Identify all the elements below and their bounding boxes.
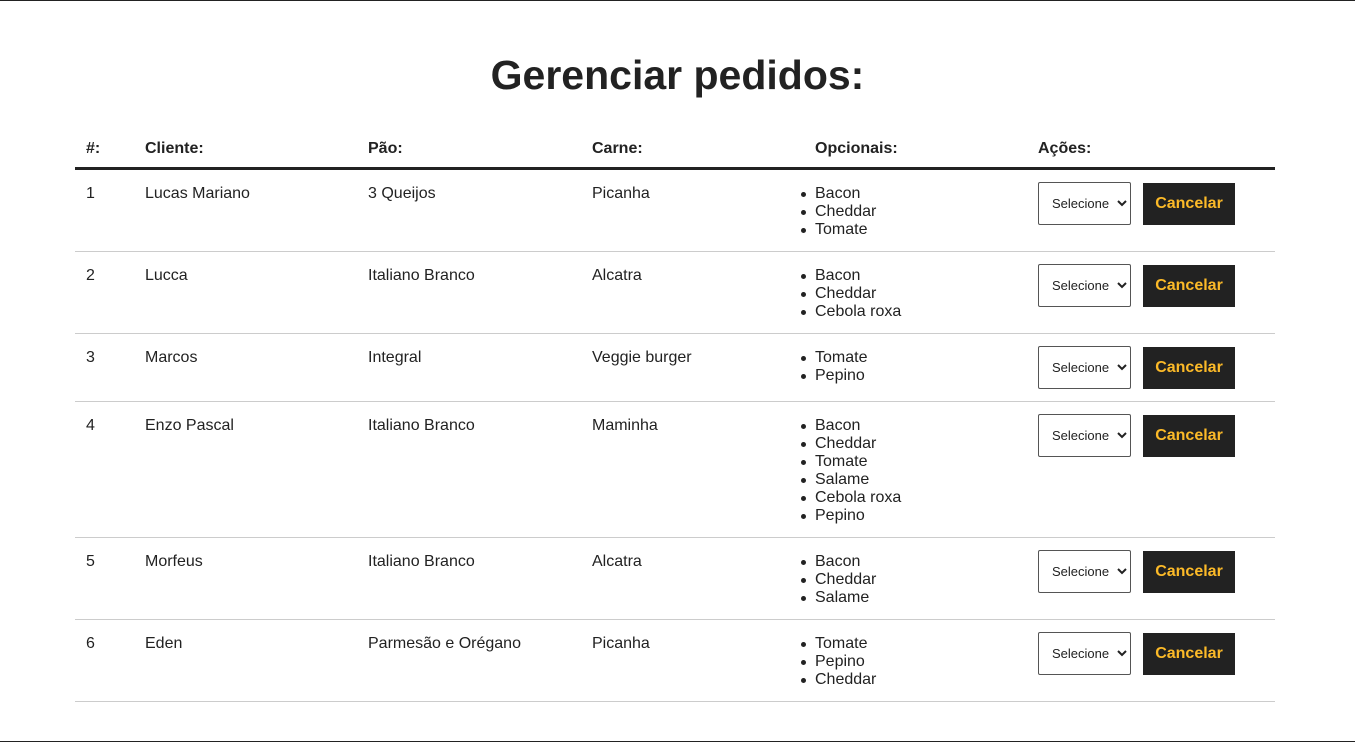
- status-select[interactable]: [1038, 264, 1131, 307]
- opcionais-list: [815, 267, 1027, 321]
- cell-id: 4: [86, 417, 95, 434]
- opcional-item: Bacon: [815, 267, 1027, 285]
- cell-acoes: [1027, 264, 1275, 321]
- header-cliente: Cliente:: [145, 140, 204, 157]
- cell-opcionais: [804, 632, 1027, 689]
- cell-pao: Italiano Branco: [368, 417, 475, 434]
- header-carne: Carne:: [592, 140, 643, 157]
- cell-acoes: [1027, 346, 1275, 389]
- opcional-item: Tomate: [815, 635, 1027, 653]
- header-id: #:: [86, 140, 101, 157]
- status-select[interactable]: [1038, 414, 1131, 457]
- cell-acoes: [1027, 414, 1275, 525]
- cell-id: 6: [86, 635, 95, 652]
- opcionais-list: [815, 417, 1027, 525]
- opcional-item: Bacon: [815, 553, 1027, 571]
- opcional-item: Pepino: [815, 507, 1027, 525]
- cancel-button[interactable]: Cancelar: [1143, 415, 1235, 457]
- cancel-button[interactable]: Cancelar: [1143, 347, 1235, 389]
- actions-group: [1038, 550, 1275, 593]
- table-header: [75, 126, 1275, 170]
- opcional-item: Cheddar: [815, 571, 1027, 589]
- cancel-button[interactable]: Cancelar: [1143, 633, 1235, 675]
- cell-pao: Italiano Branco: [368, 553, 475, 570]
- opcionais-list: [815, 349, 1027, 385]
- actions-group: [1038, 346, 1275, 389]
- cell-opcionais: [804, 414, 1027, 525]
- table-row: [75, 620, 1275, 702]
- cell-cliente: Morfeus: [145, 553, 203, 570]
- header-acoes: Ações:: [1038, 140, 1092, 157]
- cell-carne: Alcatra: [592, 553, 642, 570]
- cell-opcionais: [804, 264, 1027, 321]
- table-row: [75, 170, 1275, 252]
- opcional-item: Salame: [815, 589, 1027, 607]
- page-title: Gerenciar pedidos:: [490, 52, 865, 98]
- cell-acoes: [1027, 182, 1275, 239]
- cell-carne: Veggie burger: [592, 349, 692, 366]
- cell-cliente: Lucas Mariano: [145, 185, 250, 202]
- table-row: [75, 538, 1275, 620]
- opcional-item: Cheddar: [815, 285, 1027, 303]
- cell-carne: Alcatra: [592, 267, 642, 284]
- table-body: [75, 170, 1275, 702]
- actions-group: [1038, 632, 1275, 675]
- cell-acoes: [1027, 550, 1275, 607]
- opcional-item: Tomate: [815, 349, 1027, 367]
- opcional-item: Bacon: [815, 417, 1027, 435]
- cell-carne: Picanha: [592, 185, 650, 202]
- cancel-button[interactable]: Cancelar: [1143, 183, 1235, 225]
- cancel-button[interactable]: Cancelar: [1143, 265, 1235, 307]
- cell-cliente: Lucca: [145, 267, 188, 284]
- cell-cliente: Eden: [145, 635, 183, 652]
- table-row: [75, 334, 1275, 402]
- cell-pao: Integral: [368, 349, 422, 366]
- opcional-item: Tomate: [815, 221, 1027, 239]
- opcionais-list: [815, 185, 1027, 239]
- cell-opcionais: [804, 182, 1027, 239]
- actions-group: [1038, 414, 1275, 457]
- cell-pao: Italiano Branco: [368, 267, 475, 284]
- cell-id: 3: [86, 349, 95, 366]
- status-select[interactable]: [1038, 346, 1131, 389]
- opcional-item: Bacon: [815, 185, 1027, 203]
- opcional-item: Cebola roxa: [815, 489, 1027, 507]
- cell-pao: Parmesão e Orégano: [368, 635, 521, 652]
- status-select[interactable]: [1038, 632, 1131, 675]
- cell-carne: Picanha: [592, 635, 650, 652]
- opcional-item: Salame: [815, 471, 1027, 489]
- actions-group: [1038, 182, 1275, 225]
- opcional-item: Cebola roxa: [815, 303, 1027, 321]
- cell-id: 1: [86, 185, 95, 202]
- header-pao: Pão:: [368, 140, 403, 157]
- top-border: [0, 0, 1355, 1]
- opcional-item: Cheddar: [815, 671, 1027, 689]
- opcionais-list: [815, 553, 1027, 607]
- header-opcionais: Opcionais:: [815, 140, 898, 157]
- cell-cliente: Marcos: [145, 349, 198, 366]
- cell-opcionais: [804, 550, 1027, 607]
- opcional-item: Cheddar: [815, 203, 1027, 221]
- cell-id: 5: [86, 553, 95, 570]
- cancel-button[interactable]: Cancelar: [1143, 551, 1235, 593]
- table-row: [75, 402, 1275, 538]
- actions-group: [1038, 264, 1275, 307]
- opcional-item: Pepino: [815, 653, 1027, 671]
- cell-cliente: Enzo Pascal: [145, 417, 234, 434]
- orders-table: [75, 126, 1275, 702]
- cell-acoes: [1027, 632, 1275, 689]
- cell-pao: 3 Queijos: [368, 185, 436, 202]
- status-select[interactable]: [1038, 550, 1131, 593]
- status-select[interactable]: [1038, 182, 1131, 225]
- opcional-item: Cheddar: [815, 435, 1027, 453]
- opcional-item: Tomate: [815, 453, 1027, 471]
- cell-opcionais: [804, 346, 1027, 389]
- cell-id: 2: [86, 267, 95, 284]
- opcional-item: Pepino: [815, 367, 1027, 385]
- cell-carne: Maminha: [592, 417, 658, 434]
- table-row: [75, 252, 1275, 334]
- opcionais-list: [815, 635, 1027, 689]
